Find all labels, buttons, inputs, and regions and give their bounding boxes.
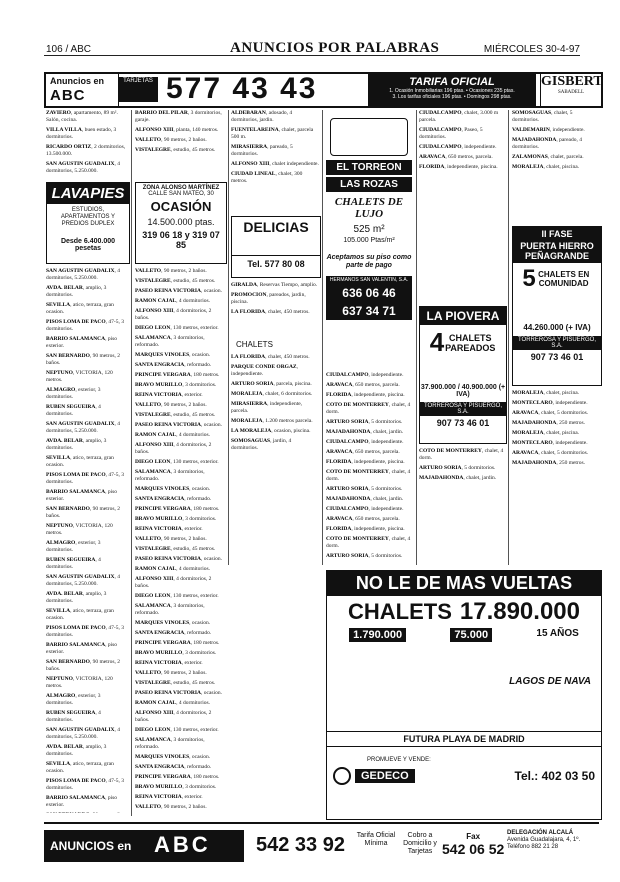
classified-ad: BARRIO SALAMANCA, piso exterior.: [46, 489, 118, 502]
classified-list: [326, 372, 412, 562]
classified-ad: PISOS LOMA DE PACO, 47-5, 3 dormitorios.: [46, 319, 124, 332]
classified-ad: RAMON CAJAL, 4 dormitorios.: [135, 700, 211, 706]
column-rule: [416, 110, 417, 565]
piovera-price: 37.900.000 / 40.900.000 (+ IVA): [420, 384, 506, 398]
column-5-bottom: [419, 448, 505, 563]
classified-ad: MAJADAHONDA, 250 metros.: [512, 420, 586, 426]
classified-ad: MARQUES VINOLES, ocasion.: [135, 352, 211, 358]
piovera-company: TORREROSA Y PISUERGO, S.A.: [420, 402, 506, 416]
zona-price: 14.500.000 ptas.: [147, 217, 215, 227]
classified-ad: PROMOCION, pareados, jardin, piscina.: [231, 292, 306, 305]
classified-ad: VISTALEGRE, estudio, 45 metros.: [135, 680, 216, 686]
classified-ad: VISTALEGRE, estudio, 45 metros.: [135, 546, 216, 552]
classified-ad: VALLETO, 90 metros, 2 baños.: [135, 137, 207, 143]
classified-ad: BRAVO MURILLO, 3 dormitorios.: [135, 650, 217, 656]
big-headline: NO LE DE MAS VUELTAS: [327, 571, 601, 596]
torreon-phone-1: 636 06 46: [326, 284, 412, 302]
classified-ad: CIUDALCAMPO, chalet, 3.000 m parcela.: [419, 110, 499, 123]
classified-ad: SAN AGUSTIN GUADALIX, 4 dormitorios, 5.250.000.: [46, 727, 120, 740]
classified-list: [46, 110, 128, 175]
gedeco-name: GEDECO: [355, 769, 415, 783]
la-piovera-ad: [419, 306, 507, 444]
classified-ad: SAN AGUSTIN GUADALIX, 4 dormitorios, 5.250.000.: [46, 161, 120, 174]
classified-ad: LA FLORIDA, chalet, 450 metros.: [231, 354, 310, 360]
ocasion-title: OCASIÓN: [150, 199, 212, 214]
futura-playa: FUTURA PLAYA DE MADRID: [327, 731, 601, 747]
classified-ad: SAN BERNARDO, 90 metros, 2 baños.: [46, 659, 120, 672]
classified-ad: REINA VICTORIA, exterior.: [135, 392, 203, 398]
classified-ad: ARTURO SORIA, 5 dormitorios.: [326, 486, 403, 492]
classified-ad: VALLETO, 90 metros, 2 baños.: [135, 402, 207, 408]
classified-ad: PISOS LOMA DE PACO, 47-5, 3 dormitorios.: [46, 625, 124, 638]
classified-ad: DIEGO LEON, 130 metros, exterior.: [135, 727, 219, 733]
classified-ad: COTO DE MONTERREY, chalet, 4 dorm.: [419, 448, 504, 461]
classified-ad: MAJADAHONDA, 250 metros.: [512, 460, 586, 466]
piovera-count: 4: [429, 327, 445, 357]
classified-ad: VISTALEGRE, estudio, 45 metros.: [135, 147, 216, 153]
classified-ad: AVDA. BELAR, amplio, 3 dormitorios.: [46, 744, 107, 757]
tarifa-title: TARIFA OFICIAL: [409, 76, 495, 88]
delicias-title: DELICIAS: [243, 219, 309, 235]
classified-ad: MONTECLARO, independiente.: [512, 400, 588, 406]
classified-ad: AVDA. BELAR, amplio, 3 dormitorios.: [46, 285, 107, 298]
abc-logo-box: [46, 74, 119, 106]
big-option-2: 75.000: [450, 628, 492, 642]
classified-ad: ARAVACA, 650 metros, parcela.: [419, 154, 493, 160]
classified-ad: COTO DE MONTERREY, chalet, 4 dorm.: [326, 536, 411, 549]
lavapies-title: LAVAPIES: [47, 183, 129, 204]
classified-ad: DIEGO LEON, 130 metros, exterior.: [135, 325, 219, 331]
column-rule: [228, 110, 229, 565]
torreon-headline: CHALETS DE LUJO: [334, 196, 404, 220]
classified-ad: SANTA ENGRACIA, reformado.: [135, 764, 212, 770]
classified-ad: SANTA ENGRACIA, reformado.: [135, 496, 212, 502]
column-3-top: [231, 110, 319, 210]
zona-title: ZONA ALONSO MARTÍNEZ: [142, 185, 220, 191]
classified-ad: RAMON CAJAL, 4 dormitorios.: [135, 432, 211, 438]
hierro-count: 5: [522, 265, 536, 292]
classified-ad: CIUDALCAMPO, independiente.: [326, 506, 404, 512]
classified-ad: ALFONSO XIII, 4 dormitorios, 2 baños.: [135, 576, 212, 589]
column-1-top: [46, 110, 128, 180]
classified-ad: MAJADAHONDA, chalet, jardin.: [326, 429, 404, 435]
classified-list: [512, 110, 600, 171]
classified-ad: FLORIDA, independiente, piscina.: [326, 459, 405, 465]
classified-ad: SALAMANCA, 3 dormitorios, reformado.: [135, 335, 205, 348]
classified-ad: MORALEJA, chalet, piscina.: [512, 390, 580, 396]
footer-cobro: Cobro a Domicilio y Tarjetas: [403, 832, 437, 855]
classified-ad: ALMAGRO, exterior, 3 dormitorios.: [46, 693, 101, 706]
classified-ad: REINA VICTORIA, exterior.: [135, 794, 203, 800]
classified-ad: PASEO REINA VICTORIA, ocasion.: [135, 556, 222, 562]
zona-subtitle: CALLE SAN MATEO, 30: [148, 191, 214, 197]
classified-ad: BARRIO SALAMANCA, piso exterior.: [46, 642, 118, 655]
classified-ad: MIRASIERRA, pareado, 5 dormitorios.: [231, 144, 293, 157]
gedeco-phone: Tel.: 402 03 50: [514, 769, 595, 783]
column-5-top: [419, 110, 505, 300]
column-rule: [508, 110, 509, 565]
column-1-bottom: [46, 268, 128, 813]
classified-ad: PRINCIPE VERGARA, 180 metros.: [135, 506, 220, 512]
classified-ad: RAMON CAJAL, 4 dormitorios.: [135, 298, 211, 304]
classified-ad: MORALEJA, chalet, piscina.: [512, 164, 580, 170]
column-3-mid: [231, 282, 319, 332]
classified-ad: MAJADAHONDA, pareado, 4 dormitorios.: [512, 137, 582, 150]
classified-ad: SANTA ENGRACIA, reformado.: [135, 362, 212, 368]
classified-ad: REINA VICTORIA, exterior.: [135, 526, 203, 532]
lavapies-subtitle: ESTUDIOS, APARTAMENTOS Y PREDIOS DUPLEX: [60, 207, 116, 227]
column-3-bottom: [231, 354, 319, 564]
torreon-phone-2: 637 34 71: [326, 302, 412, 320]
classified-list: [231, 110, 319, 185]
classified-ad: MAJADAHONDA, chalet, jardin.: [326, 496, 404, 502]
tower-illustration: [330, 118, 408, 156]
section-title: ANUNCIOS POR PALABRAS: [230, 40, 440, 56]
classified-ad: SANTA ENGRACIA, reformado.: [135, 630, 212, 636]
footer-tarifa: Tarifa Oficial Mínima: [356, 832, 396, 847]
zona-phone: 319 06 18 y 319 07 85: [142, 230, 220, 250]
tarifa-line-1: 1. Ocasión Inmobiliarias 196 ptas. • Ocasiones 235 ptas.: [389, 88, 515, 94]
chalets-section-heading: CHALETS: [236, 340, 273, 349]
column-rule: [131, 110, 132, 816]
classified-ad: NEPTUNO, VICTORIA, 120 metros.: [46, 370, 113, 383]
classified-ad: FUENTELAREINA, chalet, parcela 500 m.: [231, 127, 314, 140]
classified-ad: PASEO REINA VICTORIA, ocasion.: [135, 288, 222, 294]
classified-ad: SALAMANCA, 3 dormitorios, reformado.: [135, 469, 205, 482]
classified-ad: [46, 812, 128, 813]
classified-ad: ALFONSO XIII, chalet independiente.: [231, 161, 319, 167]
classified-ad: CIUDALCAMPO, independiente.: [326, 439, 404, 445]
torreon-price: 105.000 Ptas/m²: [343, 237, 395, 244]
banner-phone: 577 43 43: [166, 72, 318, 105]
gedeco-promueve: PROMUEVE Y VENDE:: [367, 757, 431, 763]
anuncios-abc-box: [44, 830, 244, 862]
puerta-hierro-ad: [512, 226, 602, 386]
classified-ad: SAN AGUSTIN GUADALIX, 4 dormitorios, 5.250.000.: [46, 268, 120, 281]
classified-ad: MAJADAHONDA, chalet, jardin.: [419, 475, 497, 481]
classified-ad: SOMOSAGUAS, chalet, 5 dormitorios.: [512, 110, 573, 123]
classified-ad: ARTURO SORIA, parcela, piscina.: [231, 381, 312, 387]
classified-ad: ARAVACA, 650 metros, parcela.: [326, 382, 400, 388]
delicias-phone: Tel. 577 80 08: [232, 255, 320, 269]
big-price: 17.890.000: [459, 598, 580, 625]
classified-ad: COTO DE MONTERREY, chalet, 4 dorm.: [326, 469, 411, 482]
classified-ad: REINA VICTORIA, exterior.: [135, 660, 203, 666]
hierro-company: TORREROSA Y PISUERGO, S.A.: [513, 336, 601, 350]
classified-ad: SALAMANCA, 3 dormitorios, reformado.: [135, 603, 205, 616]
classified-ad: NEPTUNO, VICTORIA, 120 metros.: [46, 676, 113, 689]
classified-ad: PISOS LOMA DE PACO, 47-5, 3 dormitorios.: [46, 472, 124, 485]
column-2-top: [135, 110, 225, 180]
lavapies-price: Desde 6.400.000 pesetas: [60, 238, 116, 252]
classified-ad: BARRIO SALAMANCA, piso exterior.: [46, 795, 118, 808]
classified-ad: ARTURO SORIA, 5 dormitorios.: [419, 465, 496, 471]
torreon-name: EL TORREON: [326, 160, 412, 175]
classified-ad: ARTURO SORIA, 5 dormitorios.: [326, 419, 403, 425]
classified-ad: PRINCIPE VERGARA, 180 metros.: [135, 774, 220, 780]
header-rule: [44, 55, 580, 56]
page-number: 106 / ABC: [46, 44, 92, 55]
classified-ad: VALLETO, 90 metros, 2 baños.: [135, 804, 207, 810]
torreon-location: LAS ROZAS: [326, 177, 412, 192]
classified-ad: ALFONSO XIII, 4 dormitorios, 2 baños.: [135, 710, 212, 723]
column-2-bottom: [135, 268, 225, 813]
classified-list: [512, 390, 600, 467]
lagos-de-nava: LAGOS DE NAVA: [509, 676, 591, 687]
classified-ad: RUBEN SEGUEIRA, 4 dormitorios.: [46, 710, 101, 723]
classified-ad: MORALEJA, 1.200 metros parcela.: [231, 418, 313, 424]
classified-ad: NEPTUNO, VICTORIA, 120 metros.: [46, 523, 113, 536]
classified-ad: SEVILLA, atico, terraza, gran ocasion.: [46, 302, 114, 315]
big-option-1: 1.790.000: [349, 628, 406, 642]
classified-ad: BARRIO SALAMANCA, piso exterior.: [46, 336, 118, 349]
classified-ad: SEVILLA, atico, terraza, gran ocasion.: [46, 761, 114, 774]
classified-ad: CIUDALCAMPO, independiente.: [419, 144, 497, 150]
classified-ad: MORALEJA, chalet, 6 dormitorios.: [231, 391, 313, 397]
classified-ad: ARAVACA, chalet, 5 dormitorios.: [512, 450, 589, 456]
classified-ad: SEVILLA, atico, terraza, gran ocasion.: [46, 608, 114, 621]
classified-ad: DIEGO LEON, 130 metros, exterior.: [135, 459, 219, 465]
delicias-ad: [231, 216, 321, 278]
el-torreon-ad: [326, 118, 412, 366]
classified-ad: MARQUES VINOLES, ocasion.: [135, 486, 211, 492]
classified-ad: ZALAMONAS, chalet, parcela.: [512, 154, 584, 160]
footer-anuncios-label: ANUNCIOS en: [50, 839, 132, 853]
abc-logo: ABC: [50, 87, 86, 104]
classified-ad: ALMAGRO, exterior, 3 dormitorios.: [46, 540, 101, 553]
gedeco-logo-icon: [333, 767, 351, 785]
classified-list: [135, 268, 225, 813]
classified-ad: VISTALEGRE, estudio, 45 metros.: [135, 278, 216, 284]
classified-ad: FLORIDA, independiente, piscina.: [326, 392, 405, 398]
big-chalets: CHALETS: [347, 599, 452, 624]
footer-abc-logo: ABC: [154, 832, 211, 857]
classified-ad: MONTECLARO, independiente.: [512, 440, 588, 446]
torreon-area: 525 m²: [353, 224, 385, 235]
classified-ad: SEVILLA, atico, terraza, gran ocasion.: [46, 455, 114, 468]
classified-ad: PASEO REINA VICTORIA, ocasion.: [135, 422, 222, 428]
classified-ad: MORALEJA, chalet, piscina.: [512, 430, 580, 436]
classified-ad: AVDA. BELAR, amplio, 3 dormitorios.: [46, 438, 107, 451]
classified-ad: VILLA VILLA, buen estado, 3 dormitorios.: [46, 127, 117, 140]
page-date: MIÉRCOLES 30-4-97: [483, 44, 580, 55]
classified-ad: LA MORALEJA, ocasion, piscina.: [231, 428, 311, 434]
tarifa-line-2: 3. Los tarifas oficiales 196 ptas. • Domingos 298 ptas.: [392, 94, 512, 100]
classified-ad: MIRASIERRA, independiente, parcela.: [231, 401, 303, 414]
classified-ad: VALDEMARIN, independiente.: [512, 127, 585, 133]
classified-ad: LA FLORIDA, chalet, 450 metros.: [231, 309, 310, 315]
classified-ad: MARQUES VINOLES, ocasion.: [135, 754, 211, 760]
classified-ad: CIUDALCAMPO, independiente.: [326, 372, 404, 378]
torreon-offer: Aceptamos su piso como parte de pago: [326, 254, 412, 269]
classified-ad: COTO DE MONTERREY, chalet, 4 dorm.: [326, 402, 411, 415]
classified-ad: VISTALEGRE, estudio, 45 metros.: [135, 412, 216, 418]
classified-ad: BRAVO MURILLO, 3 dormitorios.: [135, 382, 217, 388]
classified-ad: SALAMANCA, 3 dormitorios, reformado.: [135, 737, 205, 750]
classified-ad: BRAVO MURILLO, 3 dormitorios.: [135, 784, 217, 790]
footer-banner: [44, 822, 599, 870]
torreon-company: HERMANOS SAN VALENTIN, S.A.: [326, 276, 412, 284]
classified-list: [46, 268, 128, 813]
classified-ad: MARQUES VINOLES, ocasion.: [135, 620, 211, 626]
classified-list: [419, 448, 505, 482]
classified-ad: SAN BERNARDO, 90 metros, 2 baños.: [46, 353, 120, 366]
classified-ad: VALLETO, 90 metros, 2 baños.: [135, 536, 207, 542]
hierro-price: 44.260.000 (+ IVA): [523, 323, 591, 332]
classified-list: [231, 282, 319, 316]
hierro-phone: 907 73 46 01: [530, 352, 584, 362]
classified-ad: PASEO REINA VICTORIA, ocasion.: [135, 690, 222, 696]
classified-ad: VALLETO, 90 metros, 2 baños.: [135, 670, 207, 676]
classified-ad: BRAVO MURILLO, 3 dormitorios.: [135, 516, 217, 522]
hierro-title: PUERTA HIERRO PEÑAGRANDE: [513, 241, 601, 263]
classified-ad: ARAVACA, chalet, 5 dormitorios.: [512, 410, 589, 416]
classified-ad: ALDEBARAN, adosado, 4 dormitorios, jardin.: [231, 110, 293, 123]
classified-list: [231, 354, 319, 452]
classified-ad: BARRIO DEL PILAR, 3 dormitorios, garaje.: [135, 110, 222, 123]
classified-ad: GIRALDA, Reservas Tiempo, amplio.: [231, 282, 318, 288]
classified-ad: SOMOSAGUAS, jardin, 4 dormitorios.: [231, 438, 292, 451]
footer-phone: 542 33 92: [256, 834, 345, 856]
top-banner: [44, 72, 603, 108]
classified-ad: ZAVIERO, apartamento, 89 m². Salón, cocina.: [46, 110, 118, 123]
classified-ad: RUBEN SEGUEIRA, 4 dormitorios.: [46, 557, 101, 570]
classified-ad: PRINCIPE VERGARA, 180 metros.: [135, 372, 220, 378]
column-4-bottom: [326, 372, 412, 562]
classified-ad: SAN AGUSTIN GUADALIX, 4 dormitorios, 5.250.000.: [46, 421, 120, 434]
classified-ad: VALLETO, 90 metros, 2 baños.: [135, 268, 207, 274]
classified-ad: DIEGO LEON, 130 metros, exterior.: [135, 593, 219, 599]
classified-ad: ALFONSO XIII, 4 dormitorios, 2 baños.: [135, 308, 212, 321]
column-6-bottom: [512, 390, 600, 562]
hierro-phase: II FASE: [513, 227, 601, 241]
classified-ad: FLORIDA, independiente, piscina.: [419, 164, 498, 170]
big-years: 15 AÑOS: [536, 628, 579, 639]
classified-ad: PISOS LOMA DE PACO, 47-5, 3 dormitorios.: [46, 778, 124, 791]
classified-ad: FLORIDA, independiente, piscina.: [326, 526, 405, 532]
classified-ad: ARTURO SORIA, 5 dormitorios.: [326, 553, 403, 559]
classified-ad: PRINCIPE VERGARA, 180 metros.: [135, 640, 220, 646]
piovera-title: LA PIOVERA: [420, 307, 506, 325]
classified-list: [419, 110, 505, 171]
classified-ad: RICARDO ORTIZ, 2 dormitorios, 13.500.000.: [46, 144, 126, 157]
tarifa-oficial-box: [368, 74, 536, 106]
classified-ad: ARAVACA, 650 metros, parcela.: [326, 516, 400, 522]
classified-ad: SAN BERNARDO, 90 metros, 2 baños.: [46, 506, 120, 519]
lavapies-ad: [46, 182, 130, 264]
piovera-phone: 907 73 46 01: [436, 418, 490, 428]
classified-ad: RUBEN SEGUEIRA, 4 dormitorios.: [46, 404, 101, 417]
hierro-subtitle: CHALETS EN COMUNIDAD: [538, 270, 590, 288]
zona-alonso-ad: [135, 182, 227, 264]
tarjetas-badge: TARJETAS: [118, 77, 158, 102]
column-rule: [322, 110, 323, 565]
classified-ad: PARQUE CONDE ORGAZ, independiente.: [231, 364, 298, 377]
classified-ad: ARAVACA, 650 metros, parcela.: [326, 449, 400, 455]
classified-ad: ALFONSO XIII, planta, 140 metros.: [135, 127, 219, 133]
footer-delegacion: DELEGACIÓN ALCALÁ Avenida Guadalajara, 4, 1º. Teléfono 882 21 28: [507, 830, 581, 850]
classified-ad: ALMAGRO, exterior, 3 dormitorios.: [46, 387, 101, 400]
classified-ad: AVDA. BELAR, amplio, 3 dormitorios.: [46, 591, 107, 604]
piovera-subtitle: CHALETS PAREADOS: [445, 332, 496, 353]
no-le-de-mas-vueltas-ad: [326, 570, 602, 820]
classified-ad: SAN AGUSTIN GUADALIX, 4 dormitorios, 5.250.000.: [46, 574, 120, 587]
gisbert-logo: GISBERT SABADELL: [540, 74, 601, 106]
anuncios-en-label: Anuncios en: [50, 76, 105, 86]
classified-ad: RAMON CAJAL, 4 dormitorios.: [135, 566, 211, 572]
classified-ad: CIUDALCAMPO, Paseo, 5 dormitorios.: [419, 127, 483, 140]
classified-ad: ALFONSO XIII, 4 dormitorios, 2 baños.: [135, 442, 212, 455]
footer-fax: Fax 542 06 52: [442, 832, 505, 857]
column-6-top: [512, 110, 600, 220]
classified-ad: CIUDAD LINEAL, chalet, 300 metros.: [231, 171, 303, 184]
classified-list: [135, 110, 225, 154]
